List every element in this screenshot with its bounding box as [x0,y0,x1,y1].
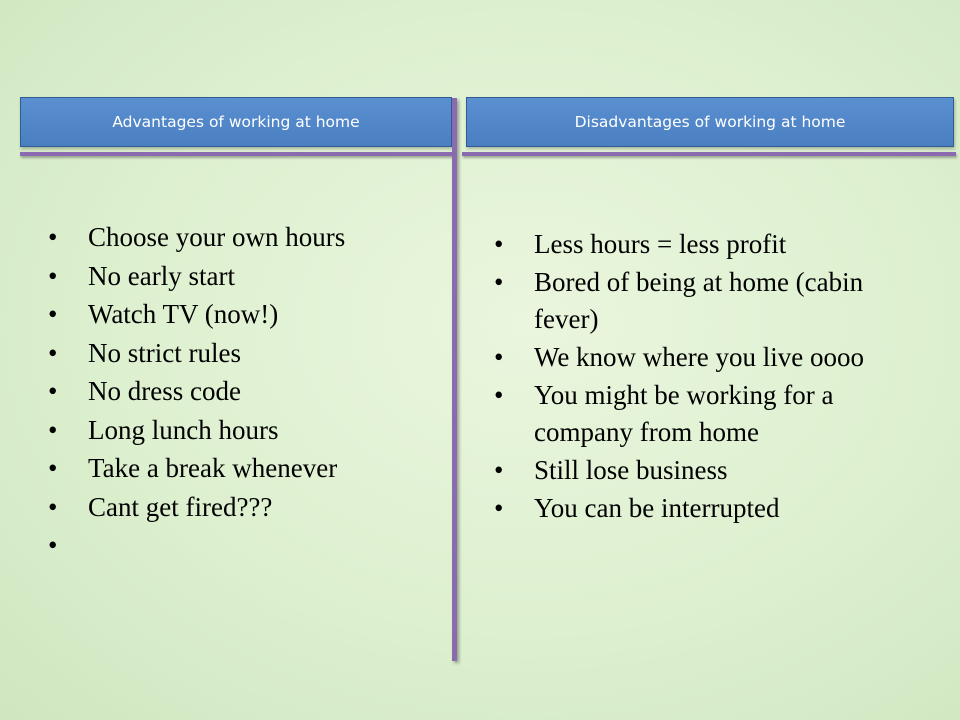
list-item: • No strict rules [48,336,428,375]
disadvantages-header-label: Disadvantages of working at home [574,113,846,131]
list-item: • Less hours = less profit [494,226,934,263]
list-item: • We know where you live oooo [494,339,934,376]
horizontal-divider-left [20,152,452,156]
list-item: • You can be interrupted [494,490,934,527]
list-item: • No early start [48,259,428,298]
list-item: • Still lose business [494,452,934,489]
list-item: • Choose your own hours [48,220,428,259]
vertical-divider [452,98,457,661]
list-item: • Take a break whenever [48,451,428,490]
list-item: • Watch TV (now!) [48,297,428,336]
list-item: • Cant get fired??? [48,490,428,529]
list-item-empty [48,528,428,567]
advantages-header [20,97,452,147]
disadvantages-list [494,226,934,528]
list-item: • No dress code [48,374,428,413]
disadvantages-header [466,97,954,147]
list-item: • You might be working for a company from home [494,377,934,451]
advantages-header-label: Advantages of working at home [112,113,360,131]
advantages-list [48,220,428,567]
horizontal-divider-right [462,152,956,156]
list-item: • Bored of being at home (cabin fever) [494,264,934,338]
list-item: • Long lunch hours [48,413,428,452]
